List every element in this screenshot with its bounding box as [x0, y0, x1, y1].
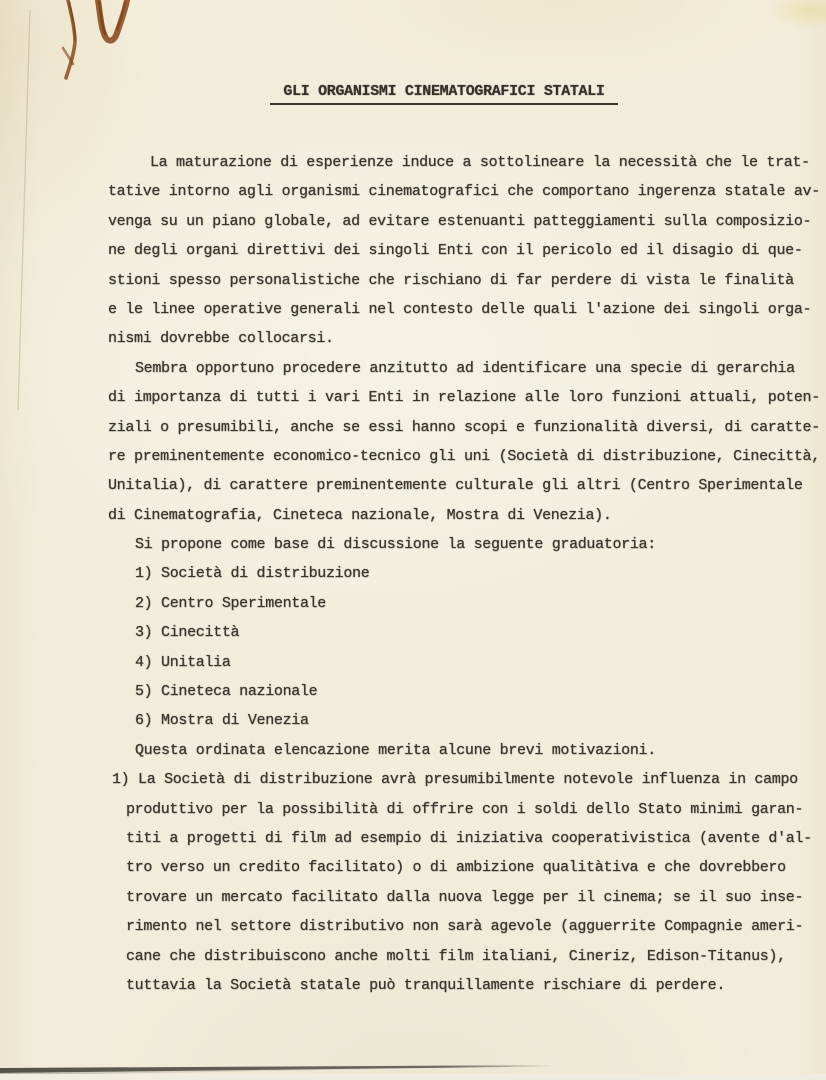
- document-title: GLI ORGANISMI CINEMATOGRAFICI STATALI: [270, 83, 617, 105]
- paper-crease: [0, 0, 60, 420]
- title-row: [108, 83, 820, 105]
- text-line: cane che distribuiscono anche molti film italiani, Cineriz, Edison-Titanus),: [126, 947, 786, 965]
- list-item: 5) Cineteca nazionale: [135, 683, 318, 701]
- text-line: ne degli organi direttivi dei singoli Enti con il pericolo ed il disagio di que-: [108, 242, 803, 260]
- handwritten-mark-icon: [55, 0, 150, 90]
- text-line: venga su un piano globale, ad evitare estenuanti patteggiamenti sulla composizio-: [108, 212, 812, 230]
- text-line: La maturazione di esperienze induce a sottolineare la necessità che le trat-: [150, 154, 810, 171]
- text-line: rimento nel settore distributivo non sarà agevole (agguerrite Compagnie ameri-: [126, 918, 804, 936]
- page-edge-shadow: [0, 1062, 826, 1080]
- text-line: tuttavia la Società statale può tranquillamente rischiare di perdere.: [126, 976, 726, 994]
- list-item: 3) Cinecittà: [135, 624, 240, 642]
- text-line: Questa ordinata elencazione merita alcune brevi motivazioni.: [135, 741, 656, 759]
- text-line: produttivo per la possibilità di offrire con i soldi dello Stato minimi garan-: [126, 800, 804, 818]
- text-line: e le linee operative generali nel contesto delle quali l'azione dei singoli orga-: [108, 300, 812, 318]
- typed-text-block: [108, 148, 820, 1000]
- text-line: di importanza di tutti i vari Enti in relazione alle loro funzioni attuali, poten-: [108, 389, 820, 407]
- text-line: tative intorno agli organismi cinematografici che comportano ingerenza statale av-: [108, 183, 820, 201]
- list-item: 1) Società di distribuzione: [135, 565, 370, 583]
- text-line: nismi dovrebbe collocarsi.: [108, 330, 334, 348]
- text-line: di Cinematografia, Cineteca nazionale, Mostra di Venezia).: [108, 506, 612, 524]
- list-item: 4) Unitalia: [135, 653, 231, 671]
- text-line: Unitalia), di carattere preminentemente culturale gli altri (Centro Sperimentale: [108, 477, 803, 495]
- text-line: Sembra opportuno procedere anzitutto ad identificare una specie di gerarchia: [135, 359, 795, 377]
- text-line: tro verso un credito facilitato) o di ambizione qualitàtiva e che dovrebbero: [126, 859, 786, 877]
- list-item: 6) Mostra di Venezia: [135, 712, 309, 730]
- text-line: re preminentemente economico-tecnico gli uni (Società di distribuzione, Cinecittà,: [108, 447, 820, 465]
- list-item: 2) Centro Sperimentale: [135, 594, 326, 612]
- text-line: trovare un mercato facilitato dalla nuova legge per il cinema; se il suo inse-: [126, 888, 804, 906]
- numbered-item-line: 1) La Società di distribuzione avrà presumibilmente notevole influenza in campo: [112, 771, 798, 789]
- text-line: titi a progetti di film ad esempio di iniziativa cooperativistica (avente d'al-: [126, 829, 812, 847]
- text-line: ziali o presumibili, anche se essi hanno scopi e funzionalità diversi, di caratte-: [108, 418, 820, 436]
- text-line: Si propone come base di discussione la seguente graduatoria:: [135, 536, 656, 554]
- text-line: stioni spesso personalistiche che rischiano di far perdere di vista le finalità: [108, 271, 794, 289]
